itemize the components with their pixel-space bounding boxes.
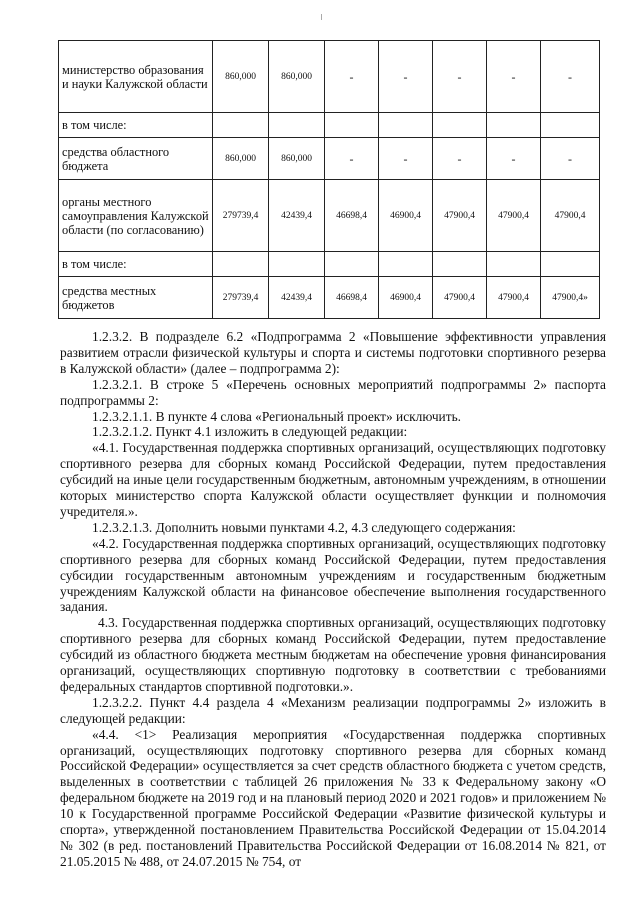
table-cell: 47900,4 [433, 277, 487, 319]
table-cell: 42439,4 [269, 180, 325, 252]
table-row [59, 252, 600, 277]
table-cell: - [487, 138, 541, 180]
table-cell: - [433, 138, 487, 180]
table-cell [213, 113, 269, 138]
table-cell [269, 252, 325, 277]
row-label: органы местного самоуправления Калужской области (по согласованию) [59, 180, 213, 252]
paragraph: «4.1. Государственная поддержка спортивных организаций, осуществляющих подготовку спортивного резерва для сборных команд Российской Федерации, путем предоставления субсидий на иные цели государственным бюджетным, автономным учреждениям, в отношении которых министерство спорта Калужской области осуществляет функции и полномочия учредителя.». [60, 440, 606, 519]
row-label: в том числе: [59, 252, 213, 277]
table-cell: 42439,4 [269, 277, 325, 319]
table-cell [541, 113, 600, 138]
table-cell: - [487, 41, 541, 113]
row-label: в том числе: [59, 113, 213, 138]
table-cell: - [325, 41, 379, 113]
table-row [59, 180, 600, 252]
table-cell [379, 113, 433, 138]
table-cell: 860,000 [269, 41, 325, 113]
table-cell: 47900,4 [487, 180, 541, 252]
table-cell: 47900,4» [541, 277, 600, 319]
paragraph: 4.3. Государственная поддержка спортивных организаций, осуществляющих подготовку спортивного резерва для сборных команд Российской Федерации, путем предоставление субсидий из областного бюджета местным бюджетам на обеспечение уровня финансирования организаций, осуществляющих спортивную подготовку в соответствии с требованиями федеральных стандартов спортивной подготовки.». [60, 615, 606, 694]
table-cell: - [541, 138, 600, 180]
table-cell: 860,000 [213, 138, 269, 180]
table-row [59, 113, 600, 138]
table-cell: 47900,4 [487, 277, 541, 319]
table-cell [487, 252, 541, 277]
table-cell: 860,000 [269, 138, 325, 180]
table-cell: - [379, 41, 433, 113]
table-cell: 47900,4 [541, 180, 600, 252]
table-cell [541, 252, 600, 277]
table-cell: - [541, 41, 600, 113]
table-cell: 860,000 [213, 41, 269, 113]
table-cell: - [379, 138, 433, 180]
table-cell: 47900,4 [433, 180, 487, 252]
table-cell: 46698,4 [325, 180, 379, 252]
row-label: средства местных бюджетов [59, 277, 213, 319]
table-cell [487, 113, 541, 138]
row-label: министерство образования и науки Калужской области [59, 41, 213, 113]
table-cell: 46900,4 [379, 277, 433, 319]
table-cell: - [325, 138, 379, 180]
paragraph: 1.2.3.2.1.2. Пункт 4.1 изложить в следующей редакции: [92, 424, 408, 440]
paragraph: 1.2.3.2.1.1. В пункте 4 слова «Региональный проект» исключить. [92, 408, 462, 424]
table-cell: 46900,4 [379, 180, 433, 252]
table-cell: 279739,4 [213, 180, 269, 252]
table-cell [325, 113, 379, 138]
table-cell [325, 252, 379, 277]
paragraph: 1.2.3.2.1. В строке 5 «Перечень основных мероприятий подпрограммы 2» паспорта подпрограммы 2: [60, 376, 606, 408]
table-cell [213, 252, 269, 277]
row-label: средства областного бюджета [59, 138, 213, 180]
paragraph: 1.2.3.2.1.3. Дополнить новыми пунктами 4.2, 4.3 следующего содержания: [92, 519, 516, 535]
table-cell: 279739,4 [213, 277, 269, 319]
table-cell: - [433, 41, 487, 113]
budget-table [58, 40, 600, 319]
table-cell: 46698,4 [325, 277, 379, 319]
table-row [59, 138, 600, 180]
paragraph: «4.2. Государственная поддержка спортивных организаций, осуществляющих подготовку спортивного резерва для сборных команд Российской Федерации, путем предоставления субсидии государственным автономным учреждениям и государственным бюджетным учреждениям Калужской области на финансовое обеспечение выполнения государственного задания. [60, 535, 606, 615]
table-cell [379, 252, 433, 277]
document-body [60, 329, 606, 870]
table-row [59, 277, 600, 319]
table-row [59, 41, 600, 113]
paragraph: «4.4. <1> Реализация мероприятия «Государственная поддержка спортивных организаций, осуществляющих подготовку спортивного резерва для сборных команд Российской Федерации» осуществляется за счет средств областного бюджета с учетом средств, выделенных в соответствии с таблицей 26 приложения № 33 к Федеральному закону «О федеральном бюджете на 2019 год и на плановый период 2020 и 2021 годов» и приложением № 10 к Государственной программе Российской Федерации «Развитие физической культуры и спорта», утвержденной постановлением Правительства Российской Федерации от 15.04.2014 № 302 (в ред. постановлений Правительства Российской Федерации от 16.08.2014 № 821, от 21.05.2015 № 488, от 24.07.2015 № 754, от [60, 726, 606, 869]
page-marker [321, 14, 322, 20]
table-cell [433, 252, 487, 277]
paragraph: 1.2.3.2. В подразделе 6.2 «Подпрограмма 2 «Повышение эффективности управления развитием отрасли физической культуры и спорта и системы подготовки спортивного резерва в Калужской области» (далее – подпрограмма 2): [60, 329, 606, 376]
paragraph: 1.2.3.2.2. Пункт 4.4 раздела 4 «Механизм реализации подпрограммы 2» изложить в следующей редакции: [60, 694, 606, 726]
table-cell [433, 113, 487, 138]
table-cell [269, 113, 325, 138]
